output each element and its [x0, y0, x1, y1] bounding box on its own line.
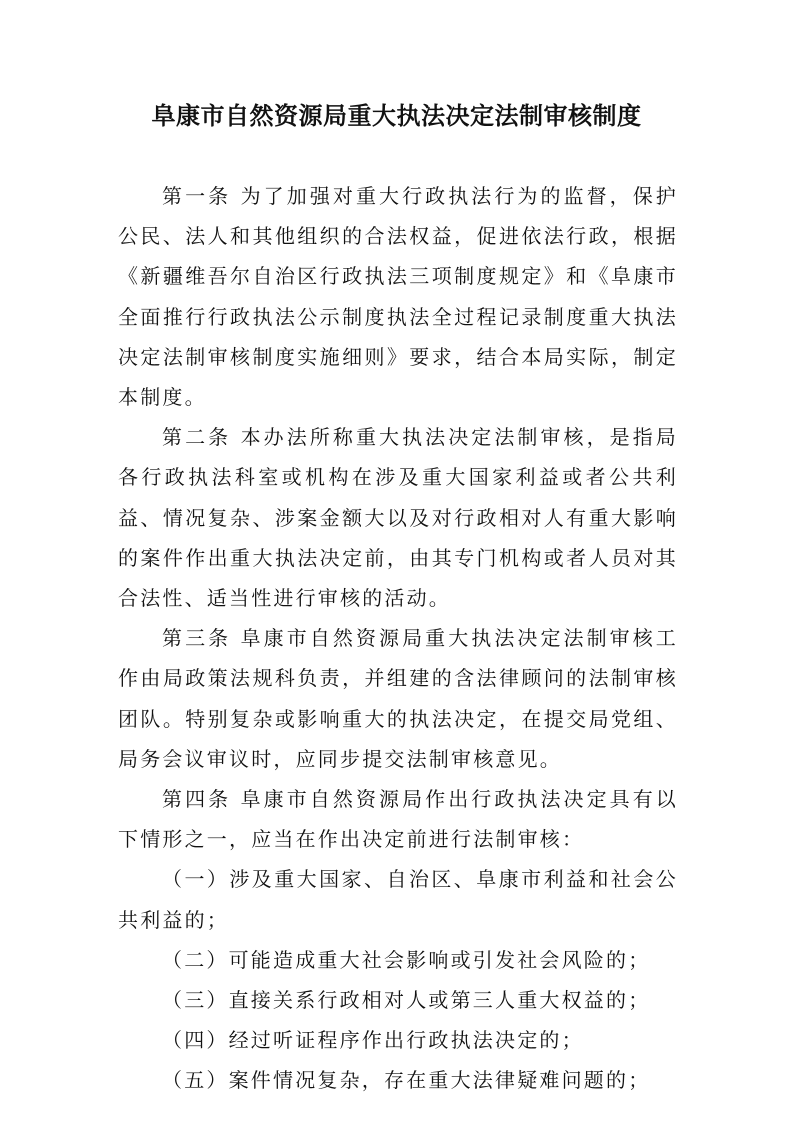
- list-item-1: （一）涉及重大国家、自治区、阜康市利益和社会公共利益的；: [118, 867, 678, 932]
- document-title: 阜康市自然资源局重大执法决定法制审核制度: [151, 102, 642, 130]
- document-body: [118, 176, 678, 1101]
- list-item-4: （四）经过听证程序作出行政执法决定的；: [162, 1028, 584, 1053]
- article-4-paragraph: 第四条 阜康市自然资源局作出行政执法决定具有以下情形之一，应当在作出决定前进行法制审核：: [118, 787, 678, 852]
- list-item-3: （三）直接关系行政相对人或第三人重大权益的；: [162, 988, 651, 1013]
- article-2-paragraph: 第二条 本办法所称重大执法决定法制审核，是指局各行政执法科室或机构在涉及重大国家利益或者公共利益、情况复杂、涉案金额大以及对行政相对人有重大影响的案件作出重大执法决定前，由其专门机构或者人员对其合法性、适当性进行审核的活动。: [118, 425, 678, 611]
- list-item-2: （二）可能造成重大社会影响或引发社会风险的；: [162, 947, 651, 972]
- article-1-paragraph: 第一条 为了加强对重大行政执法行为的监督，保护公民、法人和其他组织的合法权益，促进依法行政，根据《新疆维吾尔自治区行政执法三项制度规定》和《阜康市全面推行行政执法公示制度执法全过程记录制度重大执法决定法制审核制度实施细则》要求，结合本局实际，制定本制度。: [118, 184, 678, 410]
- list-item-5: （五）案件情况复杂，存在重大法律疑难问题的；: [162, 1068, 651, 1093]
- article-3-paragraph: 第三条 阜康市自然资源局重大执法决定法制审核工作由局政策法规科负责，并组建的含法律顾问的法制审核团队。特别复杂或影响重大的执法决定，在提交局党组、局务会议审议时，应同步提交法制审核意见。: [118, 626, 678, 771]
